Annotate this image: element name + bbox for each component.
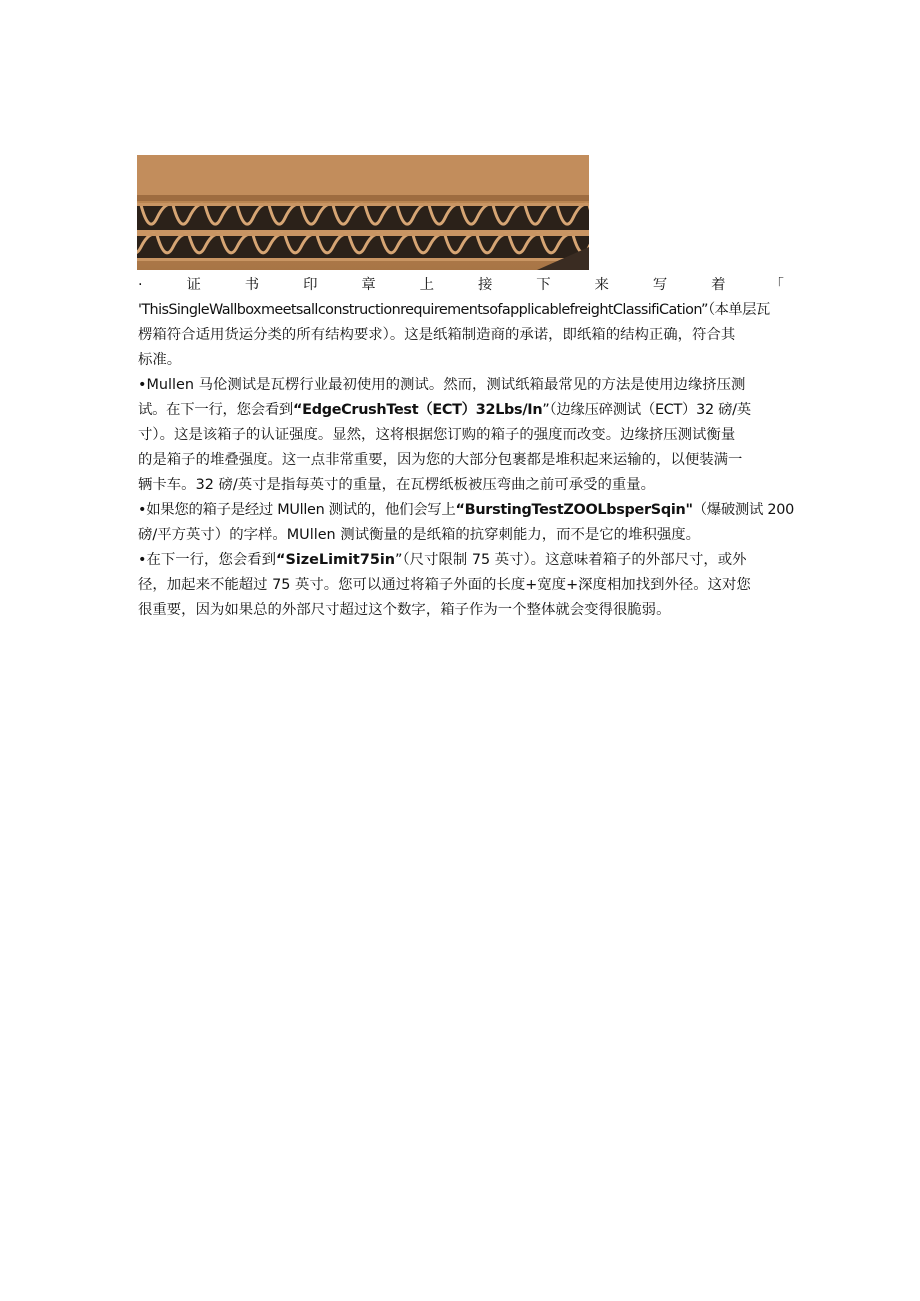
para1-line1-char: 证	[186, 277, 201, 293]
para3-line1-text-b: （爆破测试 200	[692, 502, 794, 518]
cardboard-cross-section-image	[137, 155, 589, 270]
para2-line4: 的是箱子的堆叠强度。这一点非常重要，因为您的大部分包裹都是堆积起来运输的，以便装满一	[138, 452, 743, 468]
para1-line1-char: 下	[536, 277, 551, 293]
para2-line5: 辆卡车。32 磅/英寸是指每英寸的重量，在瓦楞纸板被压弯曲之前可承受的重量。	[138, 477, 656, 493]
para4-line2: 径，加起来不能超过 75 英寸。您可以通过将箱子外面的长度+宽度+深度相加找到外径。这对您	[138, 577, 751, 593]
bursting-test-rating: “BurstingTestZOOLbsperSqin"	[455, 502, 693, 518]
para3-line2: 磅/平方英寸）的字样。MUllen 测试衡量的是纸箱的抗穿刺能力，而不是它的堆积强度。	[138, 527, 701, 543]
size-limit-rating: “SizeLimit75in	[276, 552, 396, 568]
para1-line1	[138, 273, 784, 298]
corrugated-cardboard-photo	[137, 155, 589, 270]
para1-line1-char: ·	[138, 277, 143, 293]
para3-line1-text-a: •如果您的箱子是经过 MUllen 测试的，他们会写上	[138, 502, 456, 518]
para2-line1: •Mullen 马伦测试是瓦楞行业最初使用的测试。然而，测试纸箱最常见的方法是使用边缘挤压测	[138, 377, 746, 393]
para1-line2: 'ThisSingleWallboxmeetsallconstructionrequirementsofapplicablefreightClassifiCation”（本单层瓦	[138, 302, 770, 318]
para4-line1	[138, 548, 784, 573]
para1-line1-char: 着	[711, 277, 726, 293]
para1-line1-char: 接	[477, 277, 493, 293]
para1-line1-char: 上	[419, 277, 435, 293]
para1-line1-char: 写	[652, 277, 668, 293]
para2-line2-text-b: ”（边缘压碎测试（ECT）32 磅/英	[542, 402, 751, 418]
para1-line1-char: 来	[594, 277, 609, 293]
para4-line1-text-b: ”（尺寸限制 75 英寸）。这意味着箱子的外部尺寸，或外	[395, 552, 747, 568]
para1-line1-char: 印	[303, 277, 318, 293]
para3-line1	[138, 498, 794, 523]
para2-line2	[138, 398, 784, 423]
para4-line3: 很重要，因为如果总的外部尺寸超过这个数字，箱子作为一个整体就会变得很脆弱。	[138, 602, 671, 618]
para2-line2-text-a: 试。在下一行，您会看到	[138, 402, 293, 418]
para1-line1-char: 章	[361, 277, 376, 293]
ect-rating: “EdgeCrushTest（ECT）32Lbs/In	[293, 402, 543, 418]
para4-line1-text-a: •在下一行，您会看到	[138, 552, 277, 568]
para1-line3: 楞箱符合适用货运分类的所有结构要求）。这是纸箱制造商的承诺，即纸箱的结构正确，符合其	[138, 327, 736, 343]
para1-line1-char: 书	[244, 277, 260, 293]
para1-line1-char: 「	[769, 277, 784, 293]
document-body	[138, 273, 794, 623]
para2-line3: 寸）。这是该箱子的认证强度。显然，这将根据您订购的箱子的强度而改变。边缘挤压测试衡量	[138, 427, 736, 443]
para1-line4: 标准。	[138, 352, 182, 368]
